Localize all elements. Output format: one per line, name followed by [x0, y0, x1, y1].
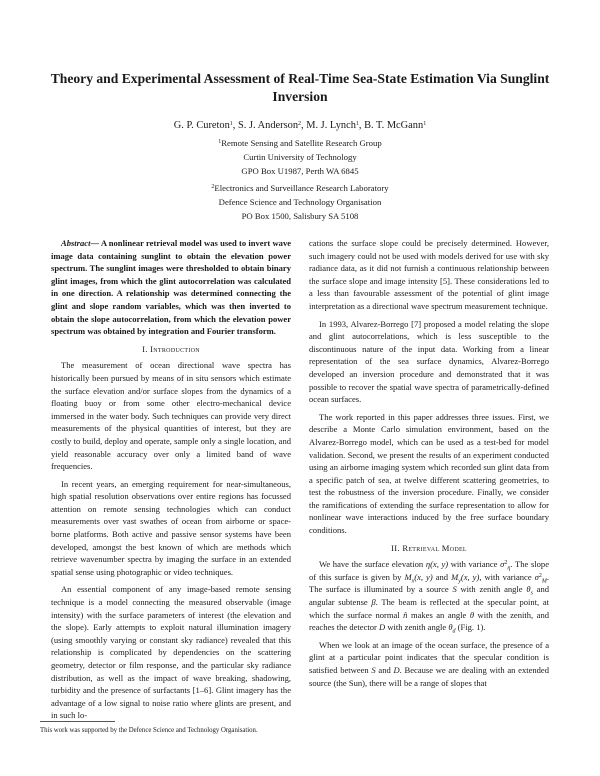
paper-title: Theory and Experimental Assessment of Real-Time Sea-State Estimation Via Sunglint Inversion — [50, 71, 550, 104]
author-3: M. J. Lynch$^1$, — [306, 120, 365, 131]
paragraph: An essential component of any image-based remote sensing technique is a model connecting the measured observable (image intensity) with the surface parameters of interest (the elevation and the slope). Early attempts to exploit natural illumination imagery (using smoothly varying or constant sky radiance) revealed that this relationship is complicated by dependencies on the scattering geometry, detector or film response, and the particular sky radiance distribution, as well as the impact of wave breaking, shadowing, turbidity and the presence of surfactants [1–6]. Glint imagery has the advantage of a low signal to noise ratio where glints are present, and in such lo- — [51, 584, 291, 721]
affiliation-2: $^2$Electronics and Surveillance Research Laboratory Defence Science and Technology Organisation PO Box 1500, Salisbury SA 5108 — [211, 183, 389, 221]
author-2: S. J. Anderson$^2$, — [238, 120, 307, 131]
left-column — [51, 237, 291, 727]
paragraph: In 1993, Alvarez-Borrego [7] proposed a model relating the slope and glint autocorrelations, which is less susceptible to the discontinuous nature of the input data. Working from a linear representation of the sea surface dynamics, Alvarez-Borrego developed an inversion procedure and demonstrated that it was possible to recover the spatial wave spectra of parametrically-defined ocean surfaces. — [309, 318, 549, 405]
footnote-rule — [40, 721, 115, 722]
author-list — [40, 119, 560, 133]
right-column — [309, 237, 549, 694]
section-heading-introduction: I. Introduction — [142, 343, 200, 354]
paragraph: cations the surface slope could be precisely determined. However, such imagery could not be used with models derived for use with sky radiance data, as it did not furnish a continuous relationship between the surface slope and image intensity [5]. These considerations led to a less than favourable assessment of the potential of glint image interpretation as a directional wave spectrum measurement technique. — [309, 238, 549, 311]
paragraph: We have the surface elevation η(x, y) with variance $\sigma^2_\eta$. The slope of this surface is given by $M_x(x$, y) and $M_y(x$, y), with variance $\sigma^2_M$. The surface is illuminated by a source S with zenith angle $\theta_s$ and angular subtense β. The beam is reflected at the specular point, at which the surface normal n̂ makes an angle θ with the zenith, and reaches the detector D with zenith angle $\theta_d$ (Fig. 1). — [309, 559, 549, 635]
paragraph: When we look at an image of the ocean surface, the presence of a glint at a particular point indicates that the specular condition is satisfied between S and D. Because we are dealing with an extended source (the Sun), there will be a range of slopes that — [309, 639, 549, 688]
abstract: Abstract— A nonlinear retrieval model was used to invert wave image data containing sunglint to obtain the elevation power spectrum. The sunglint images were thresholded to obtain binary glint images, from which the glint autocorrelation was calculated in one direction. A relationship was determined connecting the glint and slope random variables, which was then inverted to obtain the slope autocorrelation, from which the elevation power spectrum was obtained by integration and Fourier transform. — [51, 238, 292, 337]
footnote: This work was supported by the Defence Science and Technology Organisation. — [40, 727, 258, 734]
paragraph: In recent years, an emerging requirement for near-simultaneous, high spatial resolution observations over entire regions has focussed attention on remote sensing technologies which can conduct measurements over vast swathes of ocean from airborne or space-borne platforms. Both active and passive sensor systems have been developed, amongst the best known of which are methods which retrieve wavenumber spectra by imaging the surface in an extended spatial sense using photographic or video techniques. — [51, 478, 291, 577]
paragraph: The work reported in this paper addresses three issues. First, we describe a Monte Carlo simulation environment, based on the Alvarez-Borrego model, which can be used as a test-bed for model validation. Second, we present the results of an experiment conducted using an airborne imaging system which recorded sun glint data from a specific patch of sea, at twelve different scattering geometries, to test the robustness of the inversion procedure. Finally, we consider the ramifications of extending the surface representation to allow for nonlinear wave interactions induced by the free surface boundary conditions. — [309, 411, 549, 536]
paragraph: The measurement of ocean directional wave spectra has historically been pursued by means of in situ sensors which estimate the surface elevation and/or surface slopes from the dynamics of a floating buoy or from some other electro-mechanical device immersed in the water body. Such techniques can provide very direct measurements of the physical quantities of interest, but they are costly to build, deploy and operate, sample only a single location, and yield reasonable accuracy over only a limited band of wave frequencies. — [51, 360, 291, 472]
author-4: B. T. McGann$^1$ — [364, 120, 427, 131]
section-heading-retrieval-model: II. Retrieval Model — [391, 542, 467, 553]
affiliation-1: $^1$Remote Sensing and Satellite Research Group Curtin University of Technology GPO Box U1987, Perth WA 6845 — [218, 138, 382, 176]
author-1: G. P. Cureton$^1$, — [173, 120, 238, 131]
